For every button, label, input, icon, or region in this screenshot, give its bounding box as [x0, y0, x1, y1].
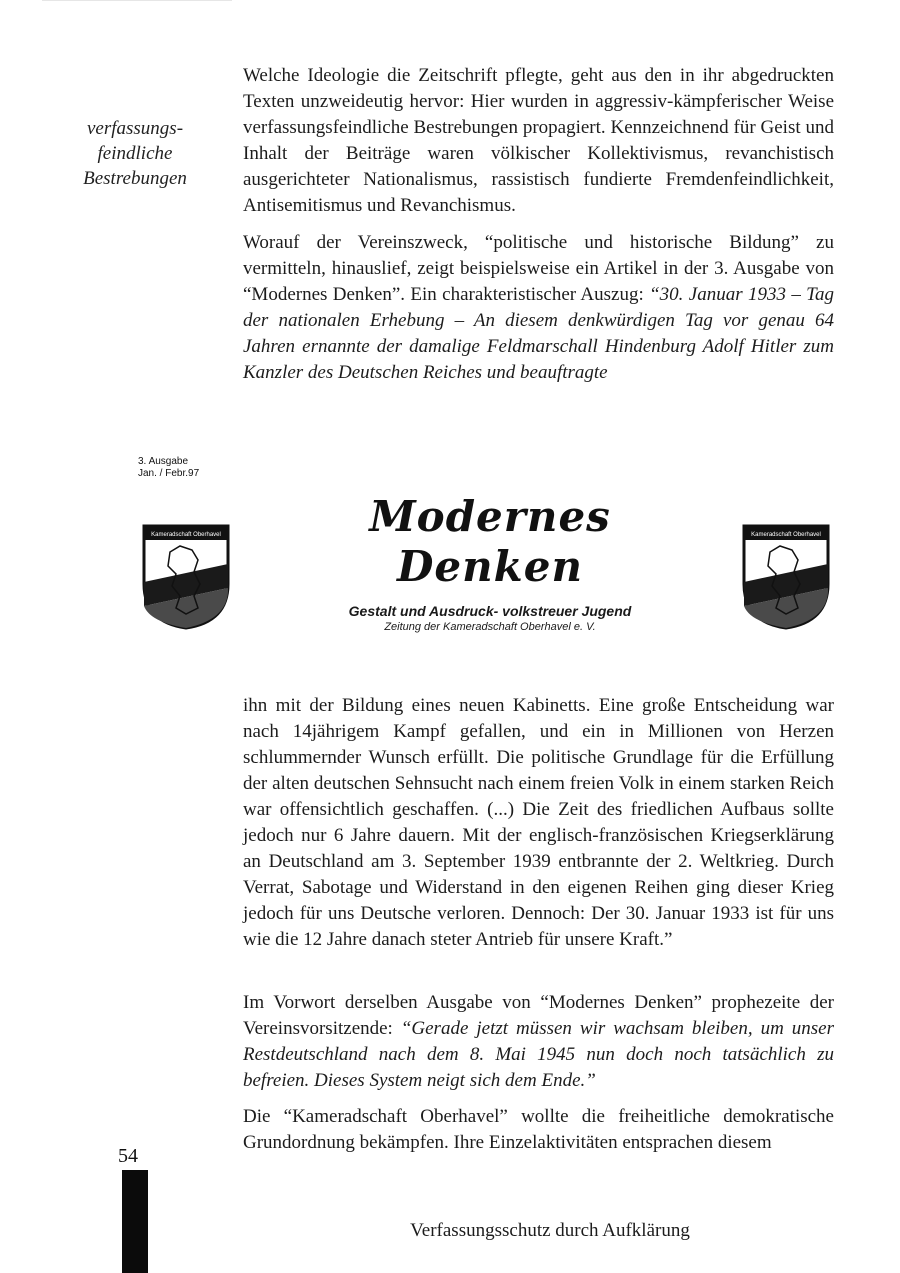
margin-note-line: feindliche: [97, 143, 173, 164]
issue-label: 3. Ausgabe: [138, 456, 189, 467]
newspaper-masthead-facsimile: [120, 452, 821, 652]
top-rule: [42, 0, 232, 1]
page-marker-bar: [122, 1170, 148, 1273]
crest-emblem-left: [140, 522, 232, 630]
crest-emblem-right: [740, 522, 832, 630]
paragraph-ideology: Welche Ideologie die Zeitschrift pflegte, geht aus den in ihr abgedruckten Texten unzweideutig hervor: Hier wurden in aggressiv-kämpferischer Weise verfassungsfeindliche Bestrebungen propagiert. Kennzeichnend für Geist und Inhalt der Beiträge waren völkischer Kollektivismus, revanchistisch ausgerichteter Nationalismus, rassistisch fundierte Fremdenfeindlichkeit, Antisemitismus und Revanchismus.: [243, 65, 834, 216]
issue-caption: [138, 456, 199, 480]
paragraph-text: Im Vorwort derselben Ausgabe von “Modernes Denken” prophezeite der Vereinsvorsitzende:: [243, 992, 834, 1039]
margin-note-line: Bestrebungen: [83, 168, 187, 189]
crest-label: Kameradschaft Oberhavel: [151, 532, 221, 538]
paragraph-foreword: [243, 990, 834, 1094]
quote-text: “30. Januar 1933 – Tag der nationalen Erhebung – An diesem denkwürdigen Tag vor genau 64 Jahren ernannte der damalige Feldmarschall Hindenburg Adolf Hitler zum Kanzler des Deutschen Reiches und beauftragte: [243, 284, 834, 383]
page-number: 54: [118, 1145, 138, 1167]
margin-note: [60, 116, 210, 191]
newspaper-subtitle: Gestalt und Ausdruck- volkstreuer Jugend: [348, 603, 632, 619]
paragraph-text: Worauf der Vereinszweck, “politische und historische Bildung” zu vermitteln, hinauslief, zeigt beispielsweise ein Artikel in der 3. Ausgabe von “Modernes Denken”. Ein charakteristischer Auszug:: [243, 232, 834, 305]
masthead: [295, 492, 685, 634]
margin-note-line: verfassungs-: [86, 118, 184, 139]
crest-label: Kameradschaft Oberhavel: [751, 532, 821, 538]
paragraph-conclusion: Die “Kameradschaft Oberhavel” wollte die freiheitliche demokratische Grundordnung bekämpfen. Ihre Einzelaktivitäten entsprachen diesem: [243, 1106, 834, 1153]
paragraph-example: [243, 230, 834, 386]
newspaper-title: Modernes Denken: [369, 492, 611, 591]
paragraph-quote-continuation: ihn mit der Bildung eines neuen Kabinetts. Eine große Entscheidung war nach 14jährigem Kampf gefallen, und ein in Millionen von Herzen schlummernder Wunsch erfüllt. Die politische Grundlage für die Erfüllung der alten deutschen Sehnsucht nach einem freien Volk in einem starken Reich war offensichtlich geschaffen. (...) Die Zeit des friedlichen Aufbaus sollte jedoch nur 6 Jahre dauern. Mit der englisch-französischen Kriegserklärung an Deutschland am 3. September 1939 entbrannte der 2. Weltkrieg. Durch Verrat, Sabotage und Widerstand in den eigenen Reihen ging dieser Krieg jedoch für uns Deutsche verloren. Dennoch: Der 30. Januar 1933 ist für uns wie die 12 Jahre danach steter Antrieb für unsere Kraft.”: [243, 695, 834, 950]
newspaper-publisher: Zeitung der Kameradschaft Oberhavel e. V.: [384, 621, 596, 633]
issue-date: Jan. / Febr.97: [138, 468, 200, 479]
footer-title: Verfassungsschutz durch Aufklärung: [410, 1220, 690, 1241]
quote-text: “Gerade jetzt müssen wir wachsam bleiben, um unser Restdeutschland nach dem 8. Mai 1945 nun doch noch tatsächlich zu befreien. Dieses System neigt sich dem Ende.”: [243, 1018, 835, 1091]
